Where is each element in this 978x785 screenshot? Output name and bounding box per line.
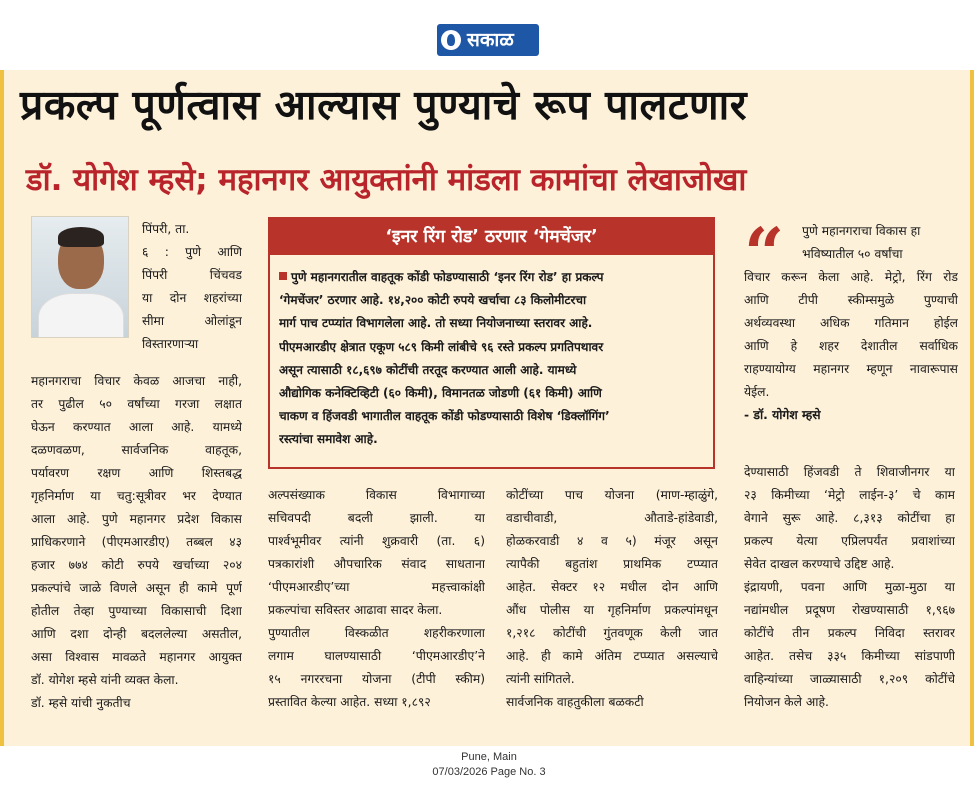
- infobox-body: [279, 266, 707, 452]
- text-line: सचिवपदी बदली झाली. या: [268, 511, 485, 525]
- text-line: २३ किमीच्या ‘मेट्रो लाईन-३’ चे काम: [744, 488, 955, 502]
- text-line: पिंपरी चिंचवड: [142, 268, 242, 282]
- infobox-line: पीएमआरडीए क्षेत्रात एकूण ५८९ किमी लांबीचे ९६ रस्ते प्रकल्प प्रगतिपथावर: [279, 339, 604, 354]
- text-line: येईल.: [744, 385, 770, 399]
- text-line: आणि हे शहर देशातील सर्वाधिक: [744, 339, 958, 353]
- portrait-photo: [31, 216, 129, 338]
- headline: प्रकल्प पूर्णत्वास आल्यास पुण्याचे रूप पालटणार: [20, 81, 747, 129]
- text-line: राहण्यायोग्य महानगर म्हणून नावारूपास: [744, 362, 958, 376]
- text-line: प्रकल्पांचे जाळे विणले असून ही कामे पूर्ण: [31, 581, 242, 595]
- text-line: पत्रकारांशी औपचारिक संवाद साधताना: [268, 557, 485, 571]
- text-line: पर्यावरण रक्षण आणि शिस्तबद्ध: [31, 466, 242, 480]
- text-line: सार्वजनिक वाहतुकीला बळकटी: [506, 695, 644, 709]
- text-line: दळणवळण, सार्वजनिक वाहतूक,: [31, 443, 242, 457]
- text-line: प्राधिकरणाने (पीएमआरडीए) तब्बल ४३: [31, 535, 242, 549]
- article-column-3: [506, 484, 718, 714]
- text-line: प्रकल्पांचा सविस्तर आढावा सादर केला.: [268, 603, 443, 617]
- infobox-line: ‘गेमचेंजर’ ठरणार आहे. १४,२०० कोटी रुपये खर्चाचा ८३ किलोमीटरचा: [279, 293, 587, 308]
- infobox-line: चाकण व हिंजवडी भागातील वाहतूक कोंडी फोडण्यासाठी विशेष ‘डिक्लॉगिंग’: [279, 409, 610, 424]
- infobox-line: औद्योगिक कनेक्टिव्हिटी (६० किमी), विमानतळ जोडणी (६१ किमी) आणि: [279, 386, 602, 401]
- edition-label: Pune, Main: [461, 751, 517, 763]
- quote-author: - डॉ. योगेश म्हसे: [744, 408, 821, 422]
- text-line: आहेत. सेक्टर १२ मधील दोन आणि: [506, 580, 718, 594]
- infobox-line: पुणे महानगरातील वाहतूक कोंडी फोडण्यासाठी ‘इनर रिंग रोड’ हा प्रकल्प: [279, 266, 707, 289]
- infobox-title: ‘इनर रिंग रोड’ ठरणार ‘गेमचेंजर’: [270, 219, 713, 255]
- text-line: हजार ७७४ कोटी रुपये खर्चाच्या २०४: [31, 558, 242, 572]
- left-border-stripe: [0, 70, 4, 746]
- masthead-logo: [437, 24, 539, 56]
- text-line: आहे. ही कामे अंतिम टप्प्यात असल्याचे: [506, 649, 718, 663]
- text-line: लगाम घालण्यासाठी ‘पीएमआरडीए’ने: [268, 649, 485, 663]
- text-line: असा विश्वास मावळते महानगर आयुक्त: [31, 650, 242, 664]
- text-line: महानगराचा विचार केवळ आजचा नाही,: [31, 374, 242, 388]
- quote-line: भविष्यातील ५० वर्षांचा: [802, 247, 903, 261]
- text-line: आणि टीपी स्कीम्समुळे पुण्याची: [744, 293, 958, 307]
- text-line: नियोजन केले आहे.: [744, 695, 829, 709]
- text-line: कोटींच्या पाच योजना (माण-म्हाळुंगे,: [506, 488, 718, 502]
- text-line: प्रकल्प येत्या एप्रिलपर्यंत प्रवाशांच्या: [744, 534, 955, 548]
- text-line: विस्तारणाऱ्या: [142, 337, 199, 351]
- text-line: घेऊन करण्यात आला आहे. यामध्ये: [31, 420, 242, 434]
- infobox-line: असून त्यासाठी १८,६९७ कोटींची तरतूद करण्यात आली आहे. यामध्ये: [279, 362, 577, 377]
- subheadline: डॉ. योगेश म्हसे; महानगर आयुक्तांनी मांडला कामांचा लेखाजोखा: [26, 162, 747, 198]
- article-column-2: [268, 484, 485, 714]
- text-line: अर्थव्यवस्था अधिक गतिमान होईल: [744, 316, 958, 330]
- infobox-line: रस्त्यांचा समावेश आहे.: [279, 432, 378, 447]
- pull-quote: [744, 212, 958, 427]
- text-line: होळकरवाडी ४ व ५) मंजूर असून: [506, 534, 718, 548]
- text-line: विचार करून केला आहे. मेट्रो, रिंग रोड: [744, 270, 958, 284]
- quote-line: पुणे महानगराचा विकास हा: [802, 224, 921, 238]
- text-line: वेगाने सुरू आहे. ८,३१३ कोटींचा हा: [744, 511, 955, 525]
- text-line: सेवेत दाखल करण्याचे उद्दिष्ट आहे.: [744, 557, 895, 571]
- text-line: औंध पोलीस या गृहनिर्माण प्रकल्पांमधून: [506, 603, 718, 617]
- text-line: पुण्यातील विस्कळीत शहरीकरणाला: [268, 626, 485, 640]
- text-line: या दोन शहरांच्या: [142, 291, 242, 305]
- text-line: वडाचीवाडी, औताडे-हांडेवाडी,: [506, 511, 718, 525]
- text-line: नद्यांमधील प्रदूषण रोखण्यासाठी १,९६७: [744, 603, 955, 617]
- article-column-4: [744, 461, 955, 714]
- text-line: त्यापैकी बहुतांश प्राथमिक टप्प्यात: [506, 557, 718, 571]
- text-line: डॉ. म्हसे यांची नुकतीच: [31, 696, 131, 710]
- text-line: आहेत. तसेच ३३५ किमीच्या सांडपाणी: [744, 649, 955, 663]
- text-line: १५ नगररचना योजना (टीपी स्कीम): [268, 672, 485, 686]
- article-column-1: [31, 370, 242, 715]
- text-line: देण्यासाठी हिंजवडी ते शिवाजीनगर या: [744, 465, 955, 479]
- right-border-stripe: [970, 70, 974, 746]
- newspaper-name: सकाळ: [467, 29, 514, 51]
- text-line: सीमा ओलांडून: [142, 314, 242, 328]
- text-line: होतील तेव्हा पुण्याच्या विकासाची दिशा: [31, 604, 242, 618]
- article-column-1-top: [142, 218, 242, 356]
- footer: [0, 750, 978, 780]
- text-line: प्रस्तावित केल्या आहेत. सध्या १,८९२: [268, 695, 431, 709]
- text-line: आणि दशा दोन्ही बदललेल्या असतील,: [31, 627, 242, 641]
- bullet-icon: [279, 272, 287, 280]
- text-line: वाहिन्यांच्या जाळ्यासाठी १,२०९ कोटींचे: [744, 672, 955, 686]
- text-line: पार्श्वभूमीवर त्यांनी शुक्रवारी (ता. ६): [268, 534, 485, 548]
- text-line: गृहनिर्माण या चतु:सूत्रीवर भर देण्यात: [31, 489, 242, 503]
- text-line: कोटींचे तीन प्रकल्प निविदा स्तरावर: [744, 626, 955, 640]
- text-line: त्यांनी सांगितले.: [506, 672, 575, 686]
- quote-mark-icon: “: [744, 212, 785, 295]
- infobox: [268, 217, 715, 469]
- text-line: आला आहे. पुणे महानगर प्रदेश विकास: [31, 512, 242, 526]
- infobox-line: मार्ग पाच टप्प्यांत विभागलेला आहे. तो सध्या नियोजनाच्या स्तरावर आहे.: [279, 316, 593, 331]
- text-line: १,२१८ कोटींची गुंतवणूक केली जात: [506, 626, 718, 640]
- text-line: पिंपरी, ता.: [142, 222, 190, 236]
- date-page-label: 07/03/2026 Page No. 3: [432, 766, 546, 778]
- text-line: ६ : पुणे आणि: [142, 245, 242, 259]
- text-line: ‘पीएमआरडीए’च्या महत्त्वाकांक्षी: [268, 580, 485, 594]
- text-line: इंद्रायणी, पवना आणि मुळा-मुठा या: [744, 580, 955, 594]
- text-line: अल्पसंख्याक विकास विभागाच्या: [268, 488, 485, 502]
- text-line: तर पुढील ५० वर्षांच्या गरजा लक्षात: [31, 397, 242, 411]
- sakal-logo-icon: [441, 30, 461, 50]
- text-line: डॉ. योगेश म्हसे यांनी व्यक्त केला.: [31, 673, 179, 687]
